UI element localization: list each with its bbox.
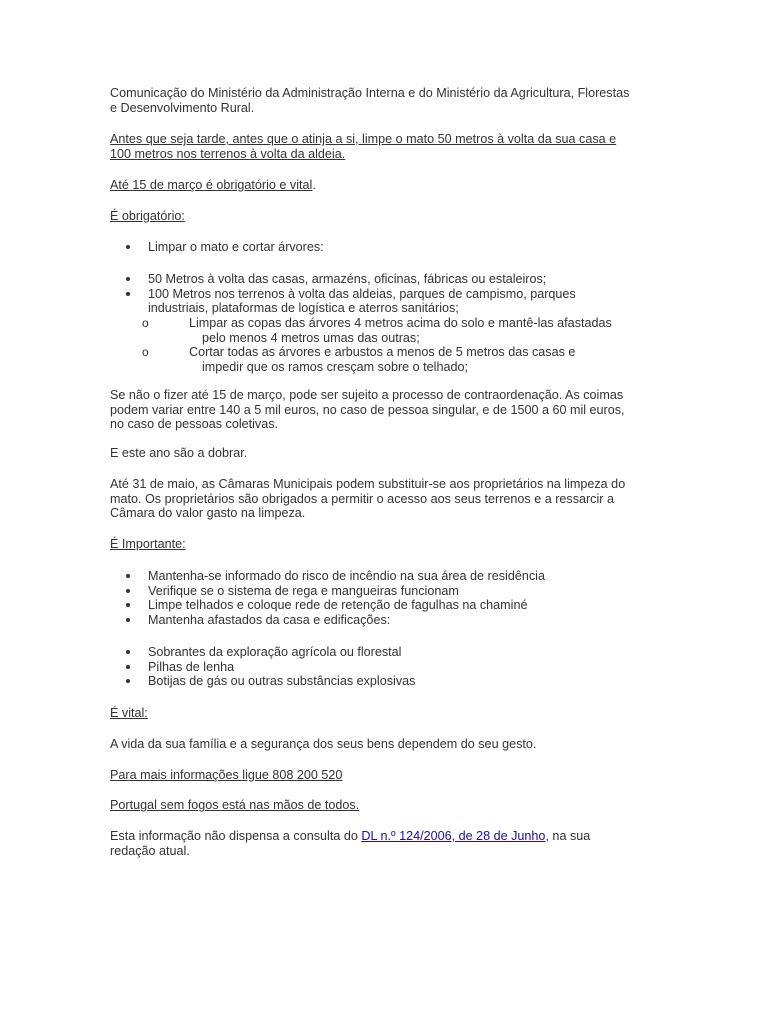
obrigatorio-first-list xyxy=(110,240,650,255)
sub-list-item: o Cortar todas as árvores e arbustos a menos de 5 metros das casas e impedir que os ramos cresçam sobre o telhado; xyxy=(110,345,612,374)
penalty-paragraph: Se não o fizer até 15 de março, pode ser sujeito a processo de contraordenação. As coimas podem variar entre 140 a 5 mil euros, no caso de pessoa singular, e de 1500 a 60 mil euros, no caso de pessoas coletivas. xyxy=(110,388,625,432)
obrigatorio-heading: É obrigatório: xyxy=(110,209,185,223)
importante-list xyxy=(110,569,650,627)
list-item: Limpar o mato e cortar árvores: xyxy=(110,240,650,255)
vital-heading: É vital: xyxy=(110,706,148,720)
list-item: 50 Metros à volta das casas, armazéns, oficinas, fábricas ou estaleiros; xyxy=(110,272,650,287)
vital-text: A vida da sua família e a segurança dos seus bens dependem do seu gesto. xyxy=(110,737,537,751)
importante-list-2 xyxy=(110,645,650,689)
list-item: Limpe telhados e coloque rede de retenção de fagulhas na chaminé xyxy=(110,598,650,613)
deadline-text: Até 15 de março é obrigatório e vital xyxy=(110,178,313,192)
municipal-paragraph: Até 31 de maio, as Câmaras Municipais podem substituir-se aos proprietários na limpeza do mato. Os proprietários são obrigados a permitir o acesso aos seus terrenos e a ressarcir a Câmara do valor gasto na limpeza. xyxy=(110,477,626,521)
disclaimer-paragraph xyxy=(110,829,630,858)
headline-paragraph: Antes que seja tarde, antes que o atinja a si, limpe o mato 50 metros à volta da sua casa e 100 metros nos terrenos à volta da aldeia. xyxy=(110,132,617,161)
list-item: Mantenha afastados da casa e edificações: xyxy=(110,613,650,628)
obrigatorio-sublist xyxy=(110,316,650,374)
intro-paragraph: Comunicação do Ministério da Administração Interna e do Ministério da Agricultura, Florestas e Desenvolvimento Rural. xyxy=(110,86,630,115)
list-item: Verifique se o sistema de rega e mangueiras funcionam xyxy=(110,584,650,599)
list-item: Pilhas de lenha xyxy=(110,660,650,675)
list-item: Mantenha-se informado do risco de incêndio na sua área de residência xyxy=(110,569,650,584)
deadline-paragraph xyxy=(110,178,316,193)
disclaimer-before: Esta informação não dispensa a consulta do xyxy=(110,829,362,843)
list-item: 100 Metros nos terrenos à volta das aldeias, parques de campismo, parques industriais, plataformas de logística e aterros sanitários; xyxy=(110,287,603,316)
list-item: Botijas de gás ou outras substâncias explosivas xyxy=(110,674,650,689)
double-paragraph: E este ano são a dobrar. xyxy=(110,446,248,460)
sub-list-item: o Limpar as copas das árvores 4 metros acima do solo e mantê-las afastadas pelo menos 4 metros umas das outras; xyxy=(110,316,612,345)
deadline-period: . xyxy=(312,178,316,192)
list-item: Sobrantes da exploração agrícola ou florestal xyxy=(110,645,650,660)
info-line: Para mais informações ligue 808 200 520 xyxy=(110,768,343,782)
dl-link[interactable]: DL n.º 124/2006, de 28 de Junho xyxy=(361,829,546,843)
slogan: Portugal sem fogos está nas mãos de todos. xyxy=(110,798,360,812)
disclaimer-after: , na sua redação atual. xyxy=(110,829,591,858)
obrigatorio-list xyxy=(110,272,650,316)
importante-heading: É Importante: xyxy=(110,537,186,551)
